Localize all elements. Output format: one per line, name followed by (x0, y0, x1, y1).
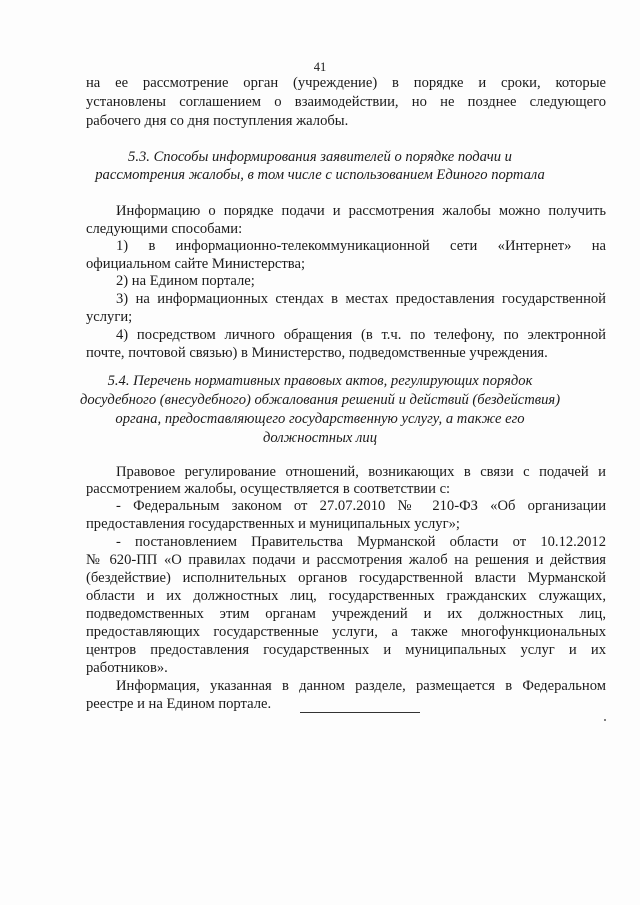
scan-speck (604, 719, 606, 721)
section-5-4-info-line-2: реестре и на Едином портале. (86, 696, 272, 712)
page-number: 41 (313, 60, 327, 74)
section-5-4-decree-line-3: (бездействие) исполнительных органов государственной власти Мурманской (86, 570, 606, 586)
section-5-3-item-1-line-1: 1) в информационно-телекоммуникационной сети «Интернет» на (116, 238, 606, 254)
section-5-4-line-2: рассмотрением жалобы, осуществляется в соответствии с: (86, 481, 451, 497)
section-5-4-decree-line-5: подведомственных этим органам учреждений и их должностных лиц, (86, 606, 606, 622)
section-5-4-decree-line-8: работников». (86, 660, 168, 676)
section-5-3-line-1: Информацию о порядке подачи и рассмотрения жалобы можно получить (116, 203, 606, 219)
section-5-4-heading-line-3: органа, предоставляющего государственную услугу, а также его (115, 411, 525, 427)
intro-line-1: на ее рассмотрение орган (учреждение) в порядке и сроки, которые (86, 75, 606, 91)
section-5-4-heading-line-1: 5.4. Перечень нормативных правовых актов, регулирующих порядок (107, 373, 533, 389)
section-5-4-law-line-1: - Федеральным законом от 27.07.2010 № 210-ФЗ «Об организации (116, 498, 606, 514)
section-5-3-item-3-line-1: 3) на информационных стендах в местах предоставления государственной (116, 291, 606, 307)
section-5-3-heading-line-2: рассмотрения жалобы, в том числе с использованием Единого портала (95, 167, 545, 183)
section-5-4-decree-line-2: № 620-ПП «О правилах подачи и рассмотрения жалоб на решения и действия (86, 552, 606, 568)
section-5-4-decree-line-4: области и их должностных лиц, государственных гражданских служащих, (86, 588, 606, 604)
section-5-3-item-1-line-2: официальном сайте Министерства; (86, 256, 306, 272)
end-of-section-rule (300, 712, 420, 713)
section-5-4-decree-line-7: центров предоставления государственных и муниципальных услуг и их (86, 642, 606, 658)
intro-line-2: установлены соглашением о взаимодействии, но не позднее следующего (86, 94, 606, 110)
section-5-3-heading-line-1: 5.3. Способы информирования заявителей о порядке подачи и (128, 149, 512, 165)
section-5-3-line-2: следующими способами: (86, 221, 243, 237)
section-5-4-heading-line-2: досудебного (внесудебного) обжалования решений и действий (бездействия) (79, 392, 561, 408)
section-5-3-item-4-line-2: почте, почтовой связью) в Министерство, подведомственные учреждения. (86, 345, 548, 361)
section-5-4-decree-line-6: предоставляющих государственные услуги, а также многофункциональных (86, 624, 606, 640)
section-5-3-item-3-line-2: услуги; (86, 309, 133, 325)
intro-line-3: рабочего дня со дня поступления жалобы. (86, 113, 349, 129)
section-5-4-line-1: Правовое регулирование отношений, возникающих в связи с подачей и (116, 464, 606, 480)
section-5-4-law-line-2: предоставления государственных и муниципальных услуг»; (86, 516, 460, 532)
section-5-4-heading-line-4: должностных лиц (262, 430, 377, 446)
section-5-3-item-4-line-1: 4) посредством личного обращения (в т.ч. по телефону, по электронной (116, 327, 606, 343)
section-5-4-decree-line-1: - постановлением Правительства Мурманской области от 10.12.2012 (116, 534, 606, 550)
section-5-3-item-2: 2) на Едином портале; (116, 273, 255, 289)
section-5-4-info-line-1: Информация, указанная в данном разделе, размещается в Федеральном (116, 678, 606, 694)
